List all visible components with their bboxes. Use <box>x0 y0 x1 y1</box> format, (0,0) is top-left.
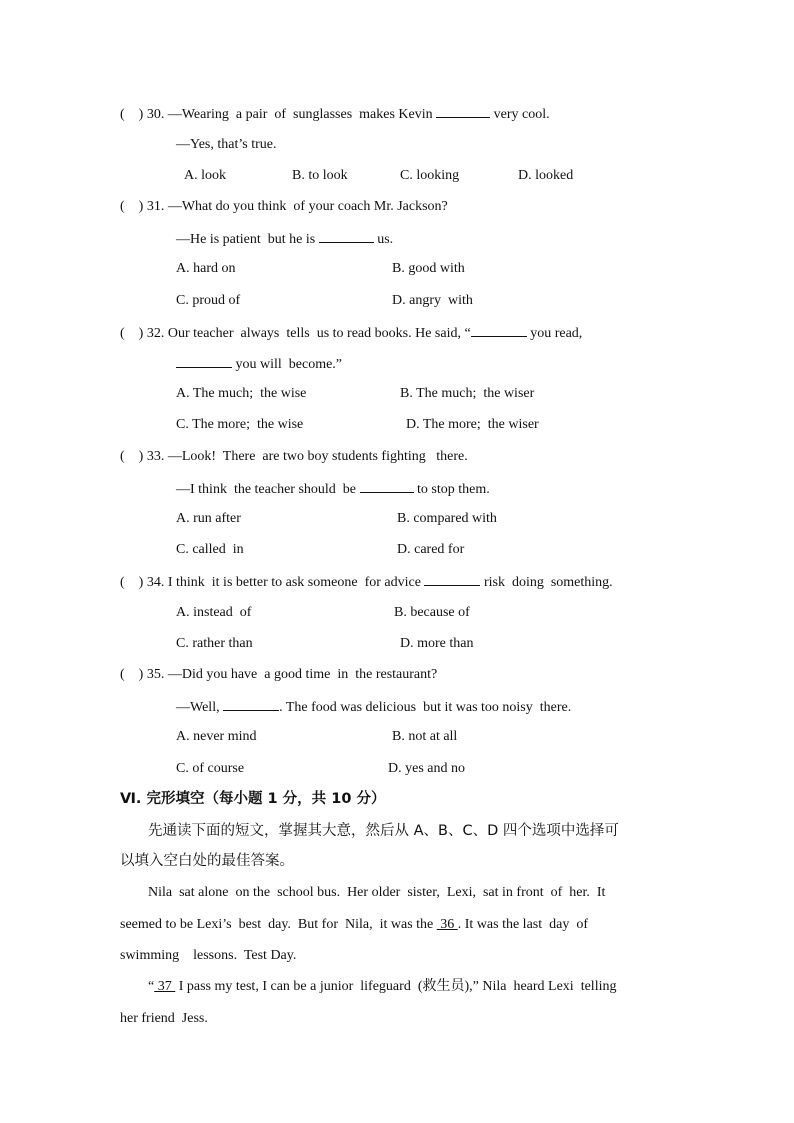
dialogue-reply: —I think the teacher should be to stop them. <box>176 479 490 499</box>
option-b[interactable]: B. because of <box>394 605 470 620</box>
fill-blank[interactable] <box>424 572 480 586</box>
question-number: 31. <box>146 199 165 214</box>
section-instruction: 先通读下面的短文，掌握其大意，然后从 A、B、C、D 四个选项中选择可 <box>148 823 619 839</box>
question-number: 34. <box>146 575 165 590</box>
option-d[interactable]: D. looked <box>518 168 574 183</box>
question-stem-line2: you will become.” <box>176 354 342 374</box>
question-31 <box>120 198 448 216</box>
question-30 <box>120 104 550 124</box>
question-number: 35. <box>146 667 165 682</box>
option-b[interactable]: B. compared with <box>397 511 497 526</box>
fill-blank[interactable] <box>319 229 374 243</box>
question-34: ( ) 34. I think it is better to ask someone for advice risk doing something. <box>120 572 613 592</box>
question-stem: Our teacher always tells us to read books. He said, “ <box>167 326 471 341</box>
option-d[interactable]: D. cared for <box>397 542 465 557</box>
option-c[interactable]: C. rather than <box>176 636 253 651</box>
section-instruction-cont: 以填入空白处的最佳答案。 <box>120 853 294 869</box>
option-d[interactable]: D. angry with <box>392 293 473 308</box>
section-title: Ⅵ. 完形填空（每小题 1 分，共 10 分） <box>120 791 386 807</box>
question-32: ( ) 32. Our teacher always tells us to read books. He said, “ you read, <box>120 323 582 343</box>
passage-line: “ 37 I pass my test, I can be a junior lifeguard (救生员),” Nila heard Lexi telling <box>148 979 617 994</box>
option-c[interactable]: C. of course <box>176 761 245 776</box>
option-d[interactable]: D. yes and no <box>388 761 465 776</box>
option-c[interactable]: C. looking <box>400 168 460 183</box>
fill-blank[interactable] <box>471 323 527 337</box>
answer-paren[interactable]: ( ) <box>120 326 144 341</box>
option-b[interactable]: B. The much; the wiser <box>400 386 535 401</box>
passage-line: her friend Jess. <box>120 1011 208 1026</box>
option-a[interactable]: A. look <box>184 168 226 183</box>
answer-paren[interactable]: ( ) <box>120 667 144 682</box>
option-c[interactable]: C. The more; the wise <box>176 417 304 432</box>
passage-line: seemed to be Lexi’s best day. But for Nila, it was the 36 . It was the last day of <box>120 917 588 932</box>
answer-paren[interactable]: ( ) <box>120 199 144 214</box>
option-a[interactable]: A. The much; the wise <box>176 386 307 401</box>
passage-line: swimming lessons. Test Day. <box>120 948 297 963</box>
option-a[interactable]: A. hard on <box>176 261 236 276</box>
cloze-blank-37[interactable]: 37 <box>154 979 176 994</box>
answer-paren[interactable]: ( ) <box>120 575 144 590</box>
fill-blank[interactable] <box>360 479 414 493</box>
answer-paren[interactable]: ( ) <box>120 449 144 464</box>
dialogue-reply: —Yes, that’s true. <box>176 137 277 152</box>
option-c[interactable]: C. called in <box>176 542 244 557</box>
dialogue-reply: —He is patient but he is us. <box>176 229 393 249</box>
fill-blank[interactable] <box>223 697 279 711</box>
option-b[interactable]: B. not at all <box>392 729 458 744</box>
question-number: 30. <box>146 107 165 122</box>
dialogue-reply: —Well, . The food was delicious but it was too noisy there. <box>176 697 571 717</box>
question-stem: —Did you have a good time in the restaurant? <box>167 667 438 682</box>
question-number: 33. <box>146 449 165 464</box>
cloze-blank-36[interactable]: 36 <box>436 917 458 932</box>
option-a[interactable]: A. run after <box>176 511 241 526</box>
passage-line: Nila sat alone on the school bus. Her older sister, Lexi, sat in front of her. It <box>148 885 606 900</box>
fill-blank[interactable] <box>436 104 490 118</box>
option-a[interactable]: A. never mind <box>176 729 257 744</box>
question-stem-end: very cool. <box>490 107 550 122</box>
question-stem: I think it is better to ask someone for advice <box>167 575 425 590</box>
question-stem: —What do you think of your coach Mr. Jackson? <box>167 199 448 214</box>
question-stem: —Wearing a pair of sunglasses makes Kevin <box>167 107 437 122</box>
option-b[interactable]: B. to look <box>292 168 348 183</box>
option-a[interactable]: A. instead of <box>176 605 252 620</box>
question-33 <box>120 448 468 466</box>
option-d[interactable]: D. more than <box>400 636 474 651</box>
question-35 <box>120 666 437 684</box>
question-stem: —Look! There are two boy students fighting there. <box>167 449 468 464</box>
option-c[interactable]: C. proud of <box>176 293 241 308</box>
question-number: 32. <box>146 326 165 341</box>
fill-blank[interactable] <box>176 354 232 368</box>
option-b[interactable]: B. good with <box>392 261 465 276</box>
option-d[interactable]: D. The more; the wiser <box>406 417 539 432</box>
answer-paren[interactable]: ( ) <box>120 107 144 122</box>
